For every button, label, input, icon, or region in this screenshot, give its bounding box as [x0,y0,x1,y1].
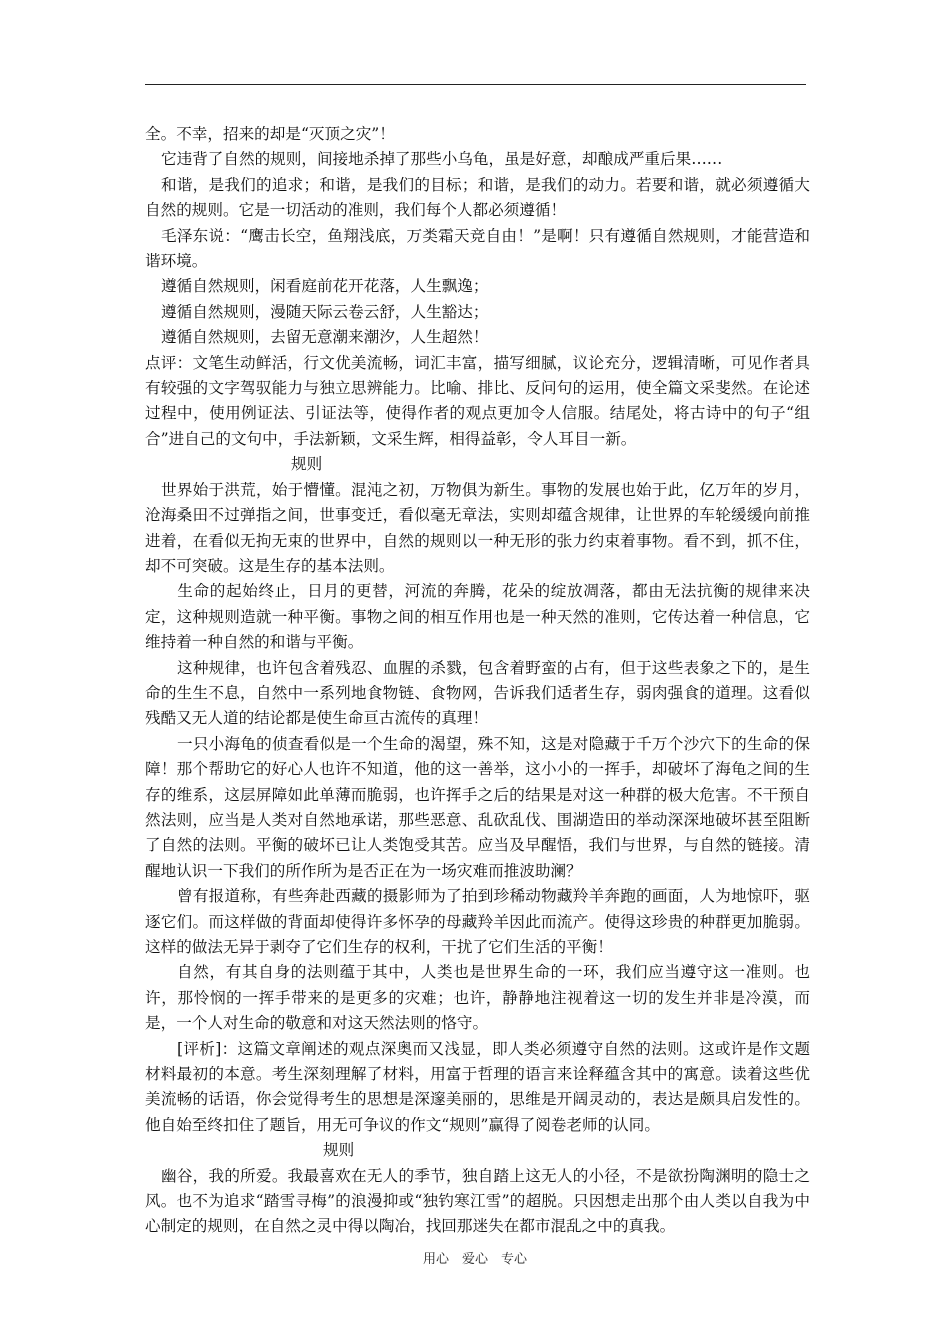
essay-title: 规则 [291,455,323,474]
paragraph: 它违背了自然的规则，间接地杀掉了那些小乌龟，虽是好意，却酿成严重后果…… [161,150,723,169]
paragraph: 遵循自然规则，漫随天际云卷云舒，人生豁达； [161,302,489,321]
paragraph: 遵循自然规则，闲看庭前花开花落，人生飘逸； [161,277,489,296]
paragraph: 遵循自然规则，去留无意潮来潮汐，人生超然！ [161,328,489,347]
document-body [145,122,810,1240]
paragraph: 和谐，是我们的追求；和谐，是我们的目标；和谐，是我们的动力。若要和谐，就必须遵循大自然的规则。它是一切活动的准则，我们每个人都必须遵循！ [145,175,810,220]
paragraph: 这种规律，也许包含着残忍、血腥的杀戮，包含着野蛮的占有，但于这些表象之下的，是生命的生生不息，自然中一系列地食物链、食物网，告诉我们适者生存，弱肉强食的道理。这看似残酷又无人道的结论都是使生命亘古流传的真理！ [145,658,810,728]
paragraph: 幽谷，我的所爱。我最喜欢在无人的季节，独自踏上这无人的小径，不是欲扮陶渊明的隐士之风。也不为追求“踏雪寻梅”的浪漫抑或“独钓寒江雪”的超脱。只因想走出那个由人类以自我为中心制定的规则，在自然之灵中得以陶冶，找回那迷失在都市混乱之中的真我。 [145,1166,810,1236]
header-rule [145,84,806,85]
paragraph: 自然，有其自身的法则蕴于其中，人类也是世界生命的一环，我们应当遵守这一准则。也许，那怜悯的一挥手带来的是更多的灾难；也许，静静地注视着这一切的发生并非是冷漠，而是，一个人对生命的敬意和对这天然法则的恪守。 [145,963,810,1033]
paragraph: 毛泽东说：“鹰击长空，鱼翔浅底，万类霜天竞自由！”是啊！只有遵循自然规则，才能营造和谐环境。 [145,226,810,271]
comment-paragraph: 点评：文笔生动鲜活，行文优美流畅，词汇丰富，描写细腻，议论充分，逻辑清晰，可见作者具有较强的文字驾驭能力与独立思辨能力。比喻、排比、反问句的运用，使全篇文采斐然。在论述过程中，使用例证法、引证法等，使得作者的观点更加令人信服。结尾处，将古诗中的句子“组合”进自己的文句中，手法新颖，文采生辉，相得益彰，令人耳目一新。 [145,353,810,448]
page-footer: 用心 爱心 专心 [422,1252,527,1267]
paragraph: 世界始于洪荒，始于懵懂。混沌之初，万物俱为新生。事物的发展也始于此，亿万年的岁月，沧海桑田不过弹指之间，世事变迁，看似毫无章法，实则却蕴含规律，让世界的车轮缓缓向前推进着，在看似无拘无束的世界中，自然的规则以一种无形的张力约束着事物。看不到，抓不住，却不可突破。这是生存的基本法则。 [145,480,810,575]
paragraph: 曾有报道称，有些奔赴西藏的摄影师为了拍到珍稀动物藏羚羊奔跑的画面，人为地惊吓，驱逐它们。而这样做的背面却使得许多怀孕的母藏羚羊因此而流产。使得这珍贵的种群更加脆弱。这样的做法无异于剥夺了它们生存的权利，干扰了它们生活的平衡！ [145,887,810,956]
paragraph: 全。不幸，招来的却是“灭顶之灾”！ [145,125,395,143]
paragraph: 一只小海龟的侦查看似是一个生命的渴望，殊不知，这是对隐藏于千万个沙穴下的生命的保障！那个帮助它的好心人也许不知道，他的这一善举，这小小的一挥手，却破坏了海龟之间的生存的维系，这层屏障如此单薄而脆弱，也许挥手之后的结果是对这一种群的极大危害。不干预自然法则，应当是人类对自然地承诺，那些恶意、乱砍乱伐、围湖造田的举动深深地破坏甚至阻断了自然的法则。平衡的破坏已让人类饱受其苦。应当及早醒悟，我们与世界，与自然的链接。清醒地认识一下我们的所作所为是否正在为一场灾难而推波助澜？ [145,734,810,880]
paragraph: 生命的起始终止，日月的更替，河流的奔腾，花朵的绽放凋落，都由无法抗衡的规律来决定，这种规则造就一种平衡。事物之间的相互作用也是一种天然的准则，它传达着一种信息，它维持着一种自然的和谐与平衡。 [145,582,810,652]
essay-title: 规则 [323,1141,355,1160]
analysis-paragraph: [评析]：这篇文章阐述的观点深奥而又浅显，即人类必须遵守自然的法则。这或许是作文题材料最初的本意。考生深刻理解了材料，用富于哲理的语言来诠释蕴含其中的寓意。读着这些优美流畅的话语，你会觉得考生的思想是深邃美丽的，思维是开阔灵动的，表达是颇具启发性的。他自始至终扣住了题旨，用无可争议的作文“规则”赢得了阅卷老师的认同。 [145,1039,810,1134]
